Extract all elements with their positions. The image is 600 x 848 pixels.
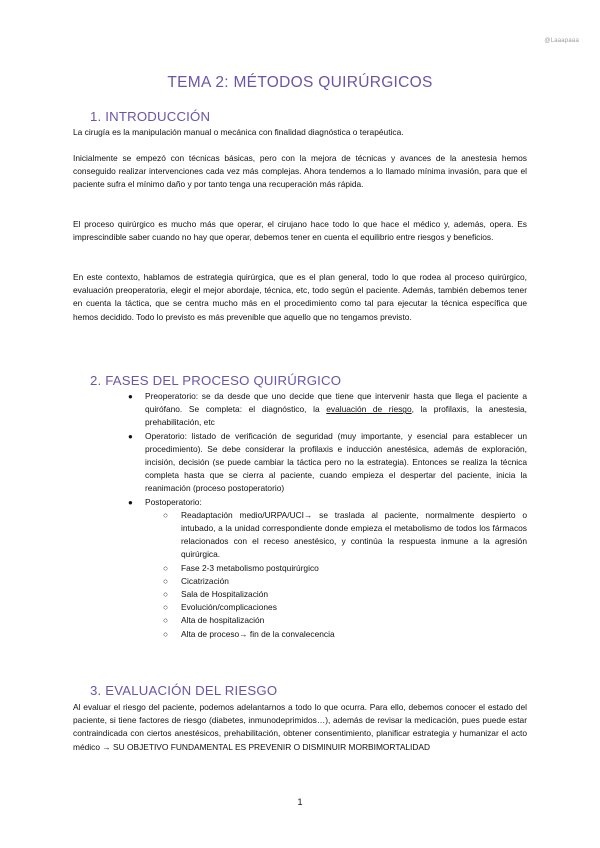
sublist-item	[163, 509, 527, 562]
phases-list	[128, 390, 527, 641]
sublist-item-text: Alta de proceso→ fin de la convalecencia	[181, 628, 335, 639]
bullet-icon: ●	[128, 497, 133, 507]
circle-bullet-icon: ○	[163, 563, 168, 573]
watermark: @Laaapaaa	[544, 38, 579, 44]
paragraph: El proceso quirúrgico es mucho más que operar, el cirujano hace todo lo que hace el médico y, además, opera. Es imprescindible saber cuando no hay que operar, debemos tener en cuenta el equilibrio entre riesgos y beneficios.	[73, 219, 527, 243]
bullet-icon: ●	[128, 392, 133, 401]
operatorio-text: Operatorio: listado de verificación de seguridad (muy importante, y esencial para establecer un procedimiento). Se debe considerar la profilaxis e inducción anestésica, además de exploración, incisión, decisión (se puede cambiar la táctica pero no la estrategia). Entonces se realiza la técnica completa hasta que se cierra al paciente, cuando empieza el despertar del paciente, inicia la reanimación (proceso postoperatorio)	[145, 430, 527, 494]
list-item-preoperatorio	[128, 390, 527, 430]
preoperatorio-text: Preoperatorio: se da desde que uno decide que tiene que intervenir hasta que llega el paciente a quirófano. Se completa: el diagnóstico, la	[145, 391, 527, 415]
postoperatorio-sublist	[145, 509, 527, 641]
sublist-item	[163, 614, 527, 627]
sublist-item	[163, 588, 527, 601]
circle-bullet-icon: ○	[163, 510, 168, 520]
paragraph: Al evaluar el riesgo del paciente, podemos adelantarnos a todo lo que ocurra. Para ello, debemos conocer el estado del paciente, si tiene factores de riesgo (diabetes, inmunodeprimidos…), además de revisar la medicación, pues puede estar contraindicada con ciertos anestésicos, prehabilitación, obtener consentimiento, planificar estrategia y humanizar el acto médico → SU OBJETIVO FUNDAMENTAL ES PREVENIR O DISMINUIR MORBIMORTALIDAD	[73, 702, 527, 752]
circle-bullet-icon: ○	[163, 616, 168, 626]
circle-bullet-icon: ○	[163, 590, 168, 600]
sublist-item-text: Readaptación medio/URPA/UCI→ se traslada al paciente, normalmente despierto o intubado, a la unidad correspondiente donde empieza el metabolismo de todos los fármacos relacionados con el receso anestésico, y continúa la respuesta inmune a la agresión quirúrgica.	[181, 509, 527, 560]
section-heading-fases: 2. FASES DEL PROCESO QUIRÚRGICO	[90, 373, 342, 388]
bullet-icon: ●	[128, 431, 133, 441]
page-number: 1	[297, 797, 303, 807]
sublist-item-text: Sala de Hospitalización	[181, 589, 269, 600]
sublist-item	[163, 562, 527, 575]
preoperatorio-text-end: , la profilaxis, la anestesia, prehabilitación, etc	[145, 404, 527, 428]
circle-bullet-icon: ○	[163, 576, 168, 586]
section-heading-evaluacion: 3. EVALUACIÓN DEL RIESGO	[90, 683, 278, 698]
list-item-postoperatorio	[128, 496, 527, 641]
sublist-item-text: Alta de hospitalización	[181, 615, 265, 626]
circle-bullet-icon: ○	[163, 603, 168, 613]
sublist-item	[163, 601, 527, 614]
sublist-item-text: Cicatrización	[181, 575, 229, 586]
sublist-item-text: Fase 2-3 metabolismo postquirúrgico	[181, 562, 319, 573]
sublist-item	[163, 575, 527, 588]
evaluacion-riesgo-underlined: evaluación de riesgo	[326, 404, 412, 415]
paragraph: La cirugía es la manipulación manual o mecánica con finalidad diagnóstica o terapéutica.	[73, 127, 404, 137]
page-title: TEMA 2: MÉTODOS QUIRÚRGICOS	[167, 74, 433, 91]
list-item-operatorio	[128, 430, 527, 496]
sublist-item-text: Evolución/complicaciones	[181, 602, 277, 613]
sublist-item	[163, 628, 527, 641]
postoperatorio-label: Postoperatorio:	[145, 496, 202, 507]
section-heading-introduccion: 1. INTRODUCCIÓN	[90, 109, 211, 124]
paragraph: Inicialmente se empezó con técnicas básicas, pero con la mejora de técnicas y avances de la anestesia hemos conseguido realizar intervenciones cada vez más complejas. Ahora tendemos a lo llamado mínima invasión, para que el paciente sufra el mínimo daño y por tanto tenga una recuperación más rápida.	[73, 153, 527, 190]
paragraph: En este contexto, hablamos de estrategia quirúrgica, que es el plan general, todo lo que rodea al proceso quirúrgico, evaluación preoperatoria, elegir el mejor abordaje, técnica, etc, todo según el paciente. Además, también debemos tener en cuenta la táctica, que se centra mucho más en el procedimiento como tal para ejecutar la técnica específica que hemos decidido. Todo lo previsto es más prevenible que aquello que no tengamos previsto.	[73, 272, 527, 322]
circle-bullet-icon: ○	[163, 629, 168, 639]
